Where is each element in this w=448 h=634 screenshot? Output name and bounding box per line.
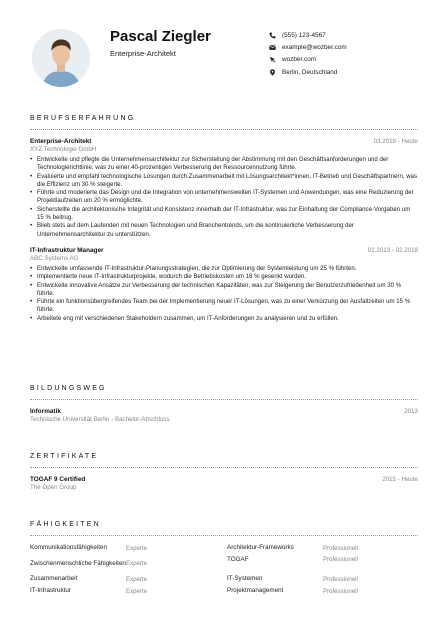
phone-icon xyxy=(268,31,276,39)
bullet-item: • Implementierte neue IT-Infrastrukturprojekte, wodurch die Betriebskosten um 18 % gesenkt wurden. xyxy=(30,273,418,281)
contact-email xyxy=(268,41,438,53)
contact-email-text[interactable]: example@wozber.com xyxy=(282,43,347,51)
profile-photo xyxy=(32,29,90,87)
job-entry xyxy=(30,247,418,323)
education-title: Informatik xyxy=(30,408,61,415)
skill-name: Projektmanagement xyxy=(227,587,284,595)
bullet-item: • Führte ein funktionsübergreifendes Team bei der Implementierung neuer IT-Lösungen, was zu einer Verkürzung der Ausfallzeiten um 15 % führte. xyxy=(30,298,418,315)
contact-phone xyxy=(268,29,438,41)
section-title: ZERTIFIKATE xyxy=(30,453,99,460)
certificate-title: TOGAF 9 Certified xyxy=(30,476,86,483)
skills-grid xyxy=(30,542,418,597)
certificate-issuer: The Open Group xyxy=(30,484,77,491)
bullet-item: • Entwickelte und pflegte die Unternehmensarchitektur zur Sicherstellung der Abstimmung mit den Geschäftsanforderungen und der Technologierichtlinie, was zu einer 40-prozentigen Verbesserung der Ressourcennutzung führte. xyxy=(30,156,418,173)
education-entry xyxy=(30,408,418,423)
certificate-date: 2015 - Heute xyxy=(382,476,418,483)
contact-location-text: Berlin, Deutschland xyxy=(282,68,338,76)
bullet-item: • Sicherstellte die architektonische Integrität und Konsistenz innerhalb der IT-Infrastruktur, was zur Einhaltung der Compliance-Vorgaben um 15 % beitrug. xyxy=(30,206,418,223)
candidate-title: Enterprise-Architekt xyxy=(110,49,176,58)
skill-name: Zusammenarbeit xyxy=(30,575,78,583)
skill-level: Experte xyxy=(126,575,148,583)
section-divider xyxy=(30,399,418,400)
bullet-item: • Arbeitete eng mit verschiedenen Stakeholdern zusammen, um IT-Anforderungen zu analysieren und zu erfüllen. xyxy=(30,315,418,323)
skill-name: TOGAF xyxy=(227,556,249,563)
section-divider xyxy=(30,467,418,468)
skill-name: Architektur-Frameworks xyxy=(227,544,294,552)
certificates-section xyxy=(30,453,418,491)
candidate-name: Pascal Ziegler xyxy=(110,28,211,45)
education-date: 2013 xyxy=(404,408,418,415)
skill-level: Experte xyxy=(126,560,148,567)
section-divider xyxy=(30,535,418,536)
skill-level: Professionell xyxy=(323,575,358,583)
skill-level: Professionell xyxy=(323,544,358,552)
certificate-entry xyxy=(30,476,418,491)
skill-name: IT-Systemen xyxy=(227,575,263,583)
section-title: BERUFSERFAHRUNG xyxy=(30,115,136,122)
location-pin-icon xyxy=(268,68,276,76)
contact-website xyxy=(268,54,438,66)
skill-level: Experte xyxy=(126,587,148,595)
job-company: XYZ Technologie GmbH xyxy=(30,146,97,153)
skill-name: Kommunikationsfähigkeiten xyxy=(30,544,108,552)
skill-level: Experte xyxy=(126,544,148,552)
skill-level: Professionell xyxy=(323,556,358,563)
skill-level: Professionell xyxy=(323,587,358,595)
education-section xyxy=(30,385,418,423)
bullet-item: • Entwickelte innovative Ansätze zur Verbesserung der technischen Kapazitäten, was zur Steigerung der Benutzerzufriedenheit um 30 % führte. xyxy=(30,282,418,299)
section-title: FÄHIGKEITEN xyxy=(30,521,101,528)
contact-list xyxy=(268,29,438,78)
job-entry xyxy=(30,138,418,239)
job-date: 02.2013 - 02.2018 xyxy=(367,246,418,254)
education-institution: Technische Universität Berlin - Bachelor-Abschluss xyxy=(30,416,170,423)
contact-phone-text: (555) 123-4567 xyxy=(282,31,326,39)
job-date: 03.2018 - Heute xyxy=(373,138,418,145)
link-icon xyxy=(268,56,276,64)
experience-section xyxy=(30,115,418,323)
contact-website-text[interactable]: wozber.com xyxy=(282,56,317,64)
skill-name: Zwischenmenschliche Fähigkeiten xyxy=(30,559,126,567)
job-bullets xyxy=(30,156,418,239)
skills-section xyxy=(30,521,418,597)
bullet-item: • Evaluierte und empfahl technologische Lösungen durch Zusammenarbeit mit Lösungsarchitekt*innen, IT-Betrieb und Geschäftspartnern, was die Effizienz um 30 % steigerte. xyxy=(30,173,418,190)
contact-location xyxy=(268,66,438,78)
job-bullets xyxy=(30,265,418,323)
skill-name: IT-Infrastruktur xyxy=(30,587,71,595)
bullet-item: • Führte und moderierte das Design und die Integration von unternehmensweiten IT-Systemen und Anwendungen, was eine Reduzierung der Projektlaufzeiten um 20 % ermöglichte. xyxy=(30,189,418,206)
section-divider xyxy=(30,129,418,130)
email-icon xyxy=(268,43,276,51)
bullet-item: • Blieb stets auf dem Laufenden mit neuen Technologien und Branchentrends, um die kontinuierliche Verbesserung der Unternehmensarchitektur zu unterstützen. xyxy=(30,222,418,239)
job-title: Enterprise-Architekt xyxy=(30,138,92,145)
job-company: ABC Systems AG xyxy=(30,254,79,262)
bullet-item: • Entwickelte umfassende IT-Infrastruktur-Planungsstrategien, die zur Optimierung der Systemleistung um 25 % führten. xyxy=(30,265,418,273)
job-title: IT-Infrastruktur Manager xyxy=(30,246,104,254)
section-title: BILDUNGSWEG xyxy=(30,385,107,392)
